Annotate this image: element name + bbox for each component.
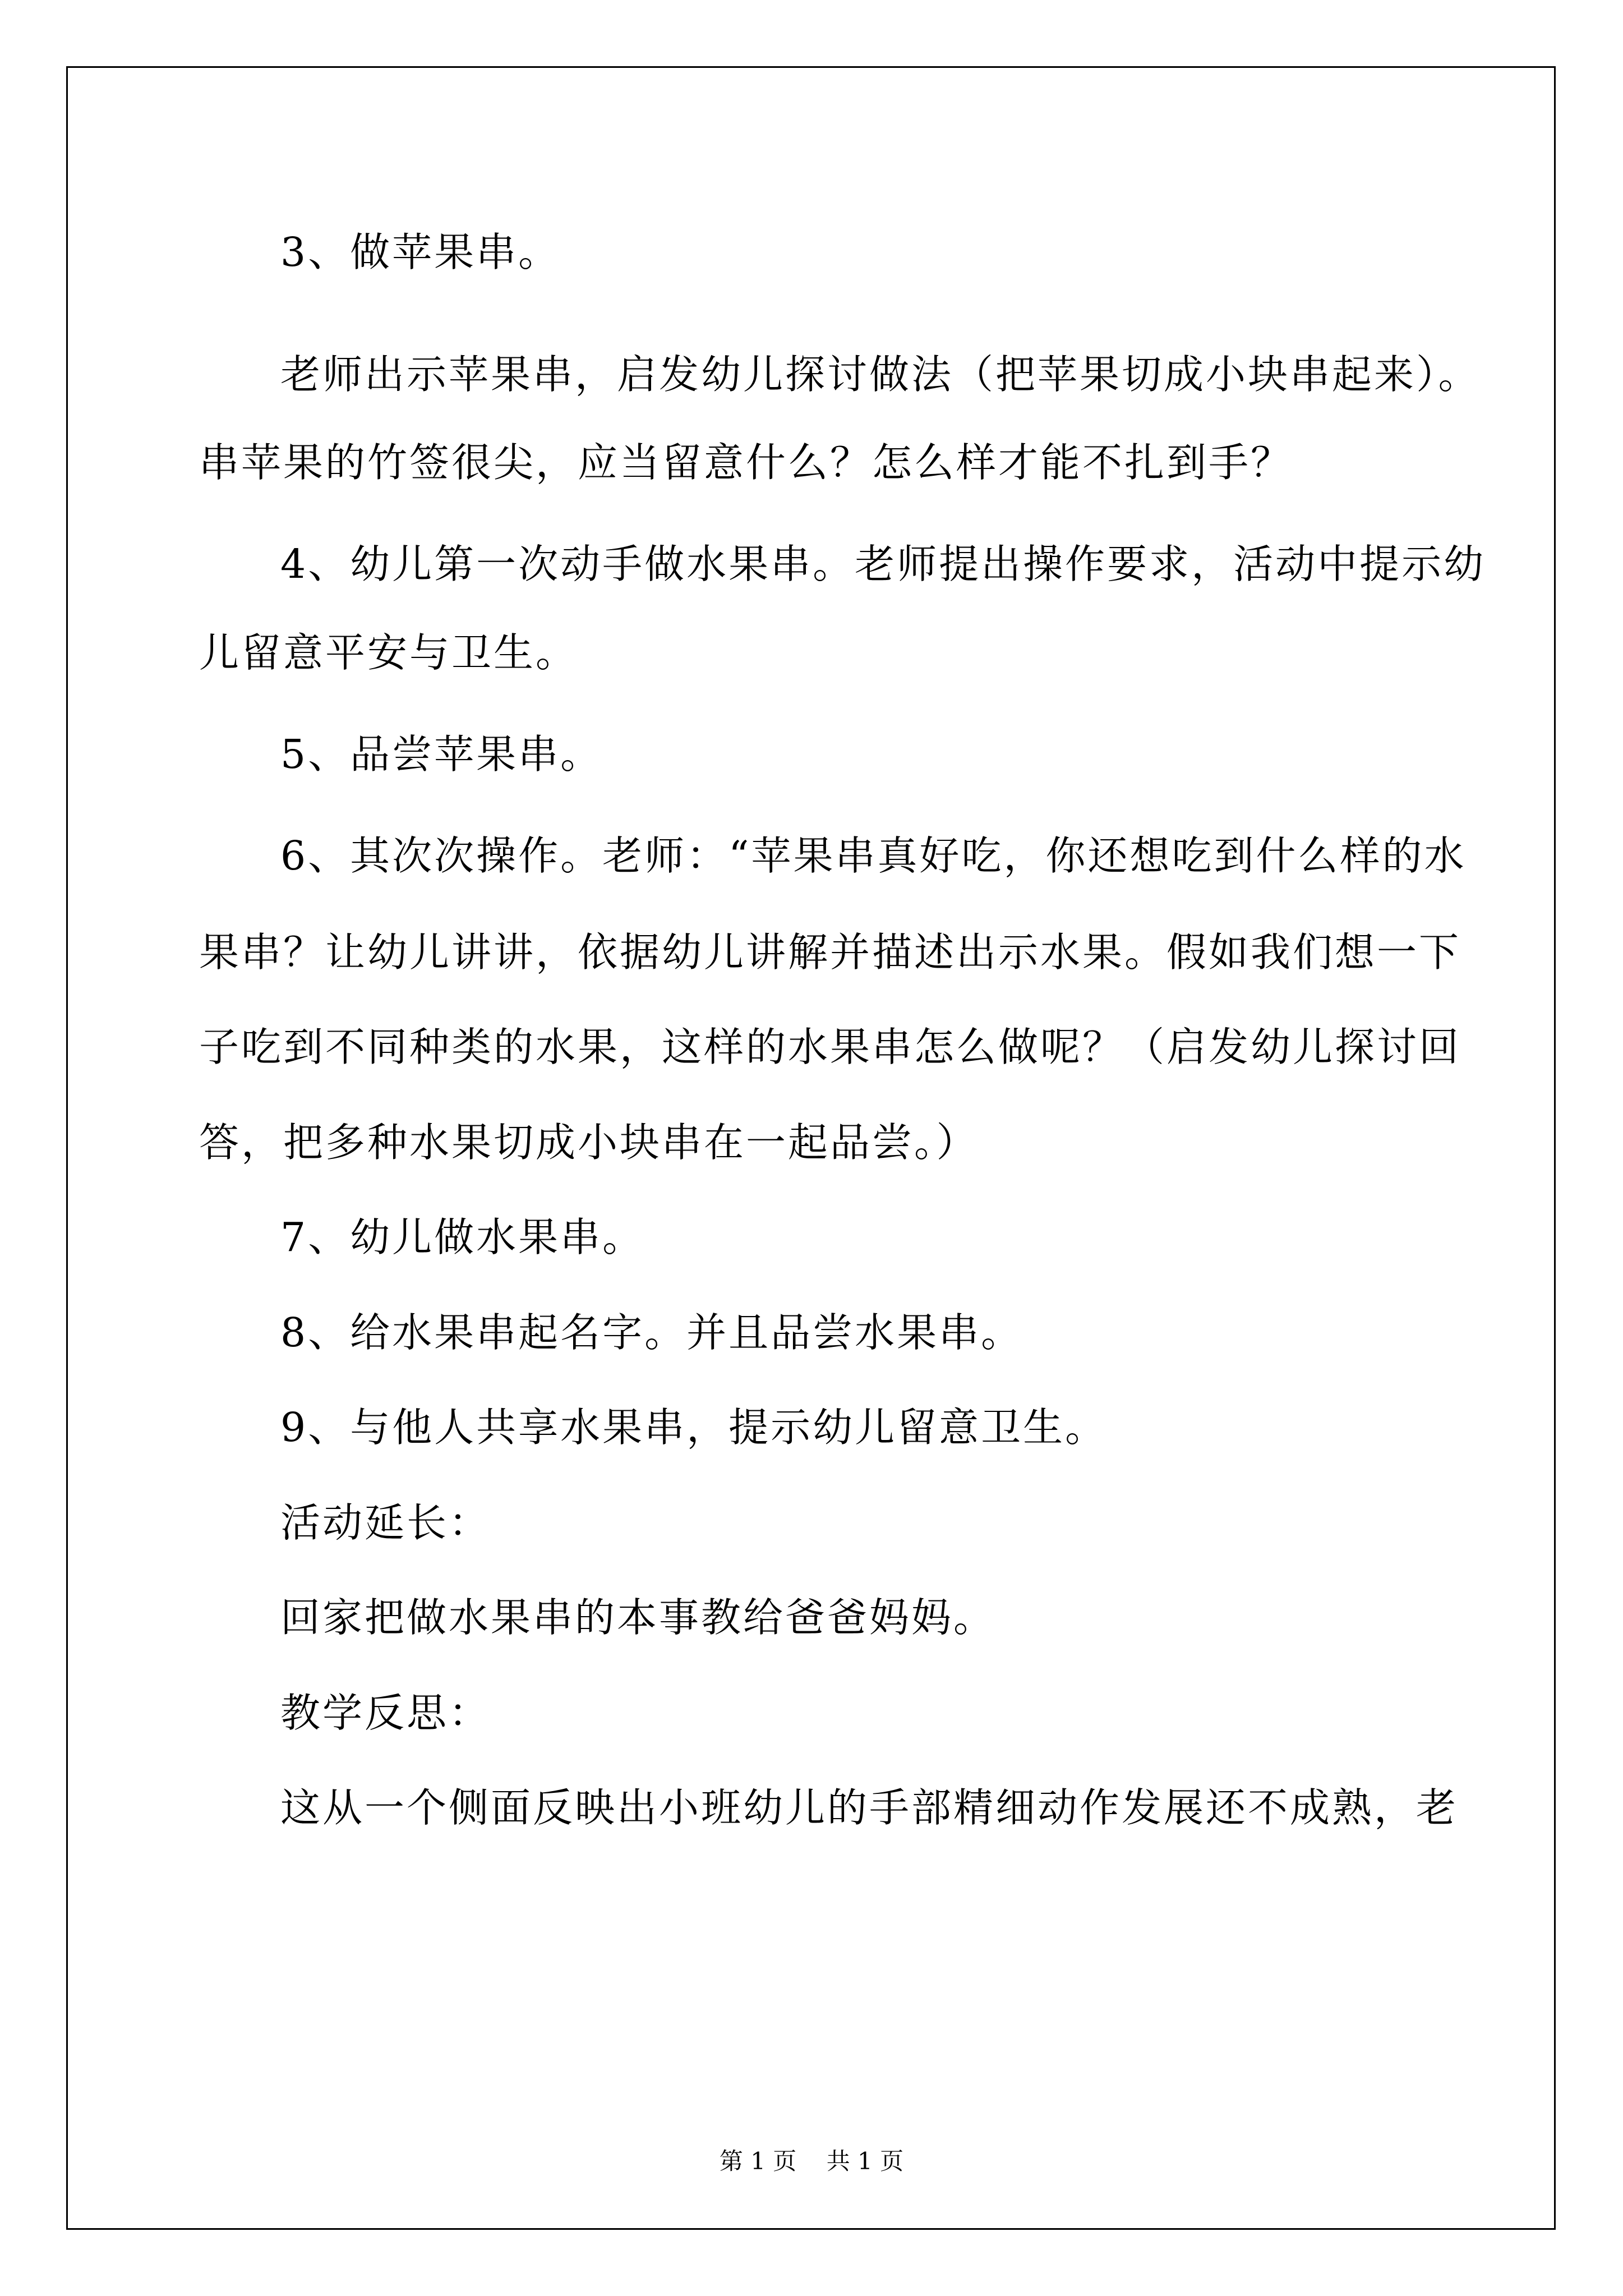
text-line: 8、给水果串起名字。并且品尝水果串。 bbox=[280, 1309, 1023, 1356]
text-line: 9、与他人共享水果串，提示幼儿留意卫生。 bbox=[280, 1404, 1108, 1451]
text-line: 答，把多种水果切成小块串在一起品尝。） bbox=[199, 1119, 979, 1166]
text-line: 教学反思： bbox=[280, 1690, 491, 1736]
text-line: 6、其次次操作。老师：“苹果串真好吃，你还想吃到什么样的水 bbox=[280, 832, 1467, 879]
text-line: 子吃到不同种类的水果，这样的水果串怎么做呢？（启发幼儿探讨回 bbox=[199, 1024, 1461, 1070]
text-line: 老师出示苹果串，启发幼儿探讨做法（把苹果切成小块串起来）。 bbox=[280, 351, 1481, 398]
text-line: 活动延长： bbox=[280, 1499, 491, 1546]
text-line: 果串？让幼儿讲讲，依据幼儿讲解并描述出示水果。假如我们想一下 bbox=[199, 929, 1461, 976]
text-line: 串苹果的竹签很尖，应当留意什么？怎么样才能不扎到手？ bbox=[199, 439, 1293, 486]
text-line: 7、幼儿做水果串。 bbox=[280, 1214, 645, 1260]
page-number: 第 1 页 共 1 页 bbox=[719, 2147, 904, 2175]
text-line: 儿留意平安与卫生。 bbox=[199, 629, 578, 676]
text-line: 5、品尝苹果串。 bbox=[280, 731, 603, 777]
text-line: 这从一个侧面反映出小班幼儿的手部精细动作发展还不成熟，老 bbox=[280, 1784, 1459, 1831]
text-line: 回家把做水果串的本事教给爸爸妈妈。 bbox=[280, 1594, 996, 1641]
text-line: 4、幼儿第一次动手做水果串。老师提出操作要求，活动中提示幼 bbox=[280, 541, 1486, 587]
text-line: 3、做苹果串。 bbox=[280, 229, 561, 275]
